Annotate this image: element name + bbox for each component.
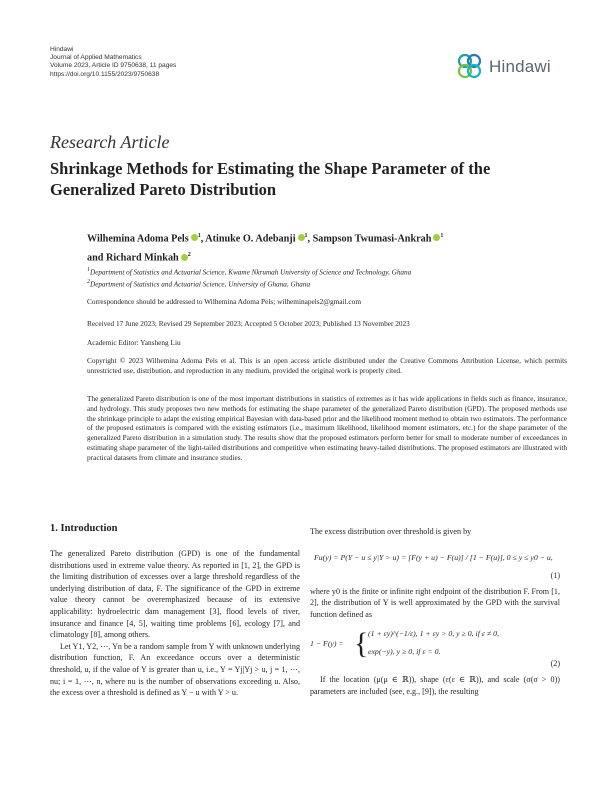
abstract: The generalized Pareto distribution is one of the most important distributions in statistics of extremes as it has wide applications in fields such as finance, insurance, and hydrology. This study proposes two new methods for estimating the shape parameter of the generalized Pareto distribution (GPD). The proposed methods use the shrinkage principle to adapt the existing empirical Bayesian with data-based prior and the likelihood moment method to obtain two estimators. The performance of the proposed estimators is compared with the existing estimators (i.e., maximum likelihood, likelihood moment estimators, etc.) for the shape parameter of the generalized Pareto distribution in a simulation study. The results show that the proposed estimators perform better for small to moderate number of exceedances in estimating shape parameter of the light-tailed distributions and competitive when estimating heavy-tailed distributions. The proposed estimators are illustrated with practical datasets from climate and insurance studies. bbox=[87, 394, 567, 462]
equation-2: 1 − F(y) = { (1 + εy)^(−1/ε), 1 + εy > 0, y ≥ 0, if ε ≠ 0, exp(−y), y ≥ 0, if ε = 0. (2) bbox=[310, 626, 560, 670]
article-title: Shrinkage Methods for Estimating the Shape Parameter of the Generalized Pareto Distribution bbox=[50, 159, 491, 199]
paragraph: The excess distribution over threshold is given by bbox=[310, 527, 472, 536]
section-heading: 1. Introduction bbox=[50, 523, 118, 534]
intro-right-column bbox=[310, 526, 560, 698]
author-name[interactable]: Sampson Twumasi-Ankrah bbox=[312, 233, 432, 245]
author-line-2: and Richard Minkah $^2$ bbox=[87, 252, 191, 264]
author-name[interactable]: Atinuke O. Adebanji bbox=[205, 233, 296, 245]
publication-dates: Received 17 June 2023; Revised 29 September 2023; Accepted 5 October 2023; Published 13 November 2023 bbox=[87, 319, 410, 328]
intro-left-column bbox=[50, 548, 300, 699]
correspondence: Correspondence should be addressed to Wilhemina Adoma Pels; wilheminapels2@gmail.com bbox=[87, 297, 361, 306]
paragraph: where y0 is the finite or infinite right endpoint of the distribution F. From [1, 2], the distribution of Y is well approximated by the GPD with the survival function defined as bbox=[310, 586, 560, 619]
paragraph: If the location (μ(μ ∈ ℝ)), shape (ε(ε ∈ ℝ)), and scale (σ(σ > 0)) parameters are included (see, e.g., [9]), the resulting bbox=[310, 675, 560, 696]
orcid-icon[interactable] bbox=[298, 234, 305, 241]
affiliation-item: $^1$Department of Statistics and Actuarial Science, Kwame Nkrumah University of Science and Technology, Ghana bbox=[87, 267, 412, 277]
orcid-icon[interactable] bbox=[181, 254, 188, 261]
author-line-1: Wilhemina Adoma Pels $^1$, Atinuke O. Adebanji $^1$, Sampson Twumasi-Ankrah $^1$ bbox=[87, 233, 444, 245]
author-list bbox=[87, 228, 567, 267]
logo-text: Hindawi bbox=[489, 57, 551, 76]
paragraph: Let Y1, Y2, ⋯, Yn be a random sample from Y with unknown underlying distribution function, F. An exceedance occurs over a deterministic threshold, u, if the value of Y is greater than u, i.e., Y = Yj|Yj > u, j = 1, ⋯, nu; i = 1, ⋯, n, where nu is the number of observations exceeding u. Also, the excess over a threshold is defined as Y − u with Y > u. bbox=[50, 641, 300, 698]
hindawi-logo bbox=[455, 52, 559, 82]
copyright-notice: Copyright © 2023 Wilhemina Adoma Pels et al. This is an open access article distributed under the Creative Commons Attribution License, which permits unrestricted use, distribution, and reproduction in any medium, provided the original work is properly cited. bbox=[87, 356, 567, 375]
publisher-name: Hindawi bbox=[50, 46, 74, 53]
article-type: Research Article bbox=[50, 132, 170, 152]
equation-1: Fu(y) = P(Y − u ≤ y|Y > u) = [F(y + u) − F(u)] / [1 − F(u)], 0 ≤ y ≤ y0 − u, (1) bbox=[314, 552, 560, 580]
affiliation-item: $^2$Department of Statistics and Actuarial Science, University of Ghana, Ghana bbox=[87, 279, 311, 289]
doi-link[interactable]: https://doi.org/10.1155/2023/9750638 bbox=[50, 70, 160, 78]
orcid-icon[interactable] bbox=[191, 234, 198, 241]
volume-info: Volume 2023, Article ID 9750638, 11 pages bbox=[50, 62, 177, 70]
paragraph: The generalized Pareto distribution (GPD) is one of the fundamental distributions used in extreme value theory. As reported in [1, 2], the GPD is the limiting distribution of excesses over a large threshold regardless of the underlying distribution of data, F. The significance of the GPD in extreme value theory cannot be overemphasized because of its extensive applicability: hydroelectric dam management [3], flood levels of river, insurance and finance [4, 5], waiting time problems [6], ecology [7], and climatology [8], among others. bbox=[50, 549, 300, 640]
journal-name: Journal of Applied Mathematics bbox=[50, 54, 142, 62]
academic-editor: Academic Editor: Yansheng Liu bbox=[87, 338, 181, 347]
affiliations bbox=[87, 265, 567, 290]
journal-meta bbox=[50, 46, 176, 79]
author-name[interactable]: Wilhemina Adoma Pels bbox=[87, 233, 189, 245]
author-name[interactable]: and Richard Minkah bbox=[87, 252, 179, 264]
hindawi-logo-icon bbox=[455, 52, 487, 82]
brace-glyph: { bbox=[354, 627, 369, 661]
